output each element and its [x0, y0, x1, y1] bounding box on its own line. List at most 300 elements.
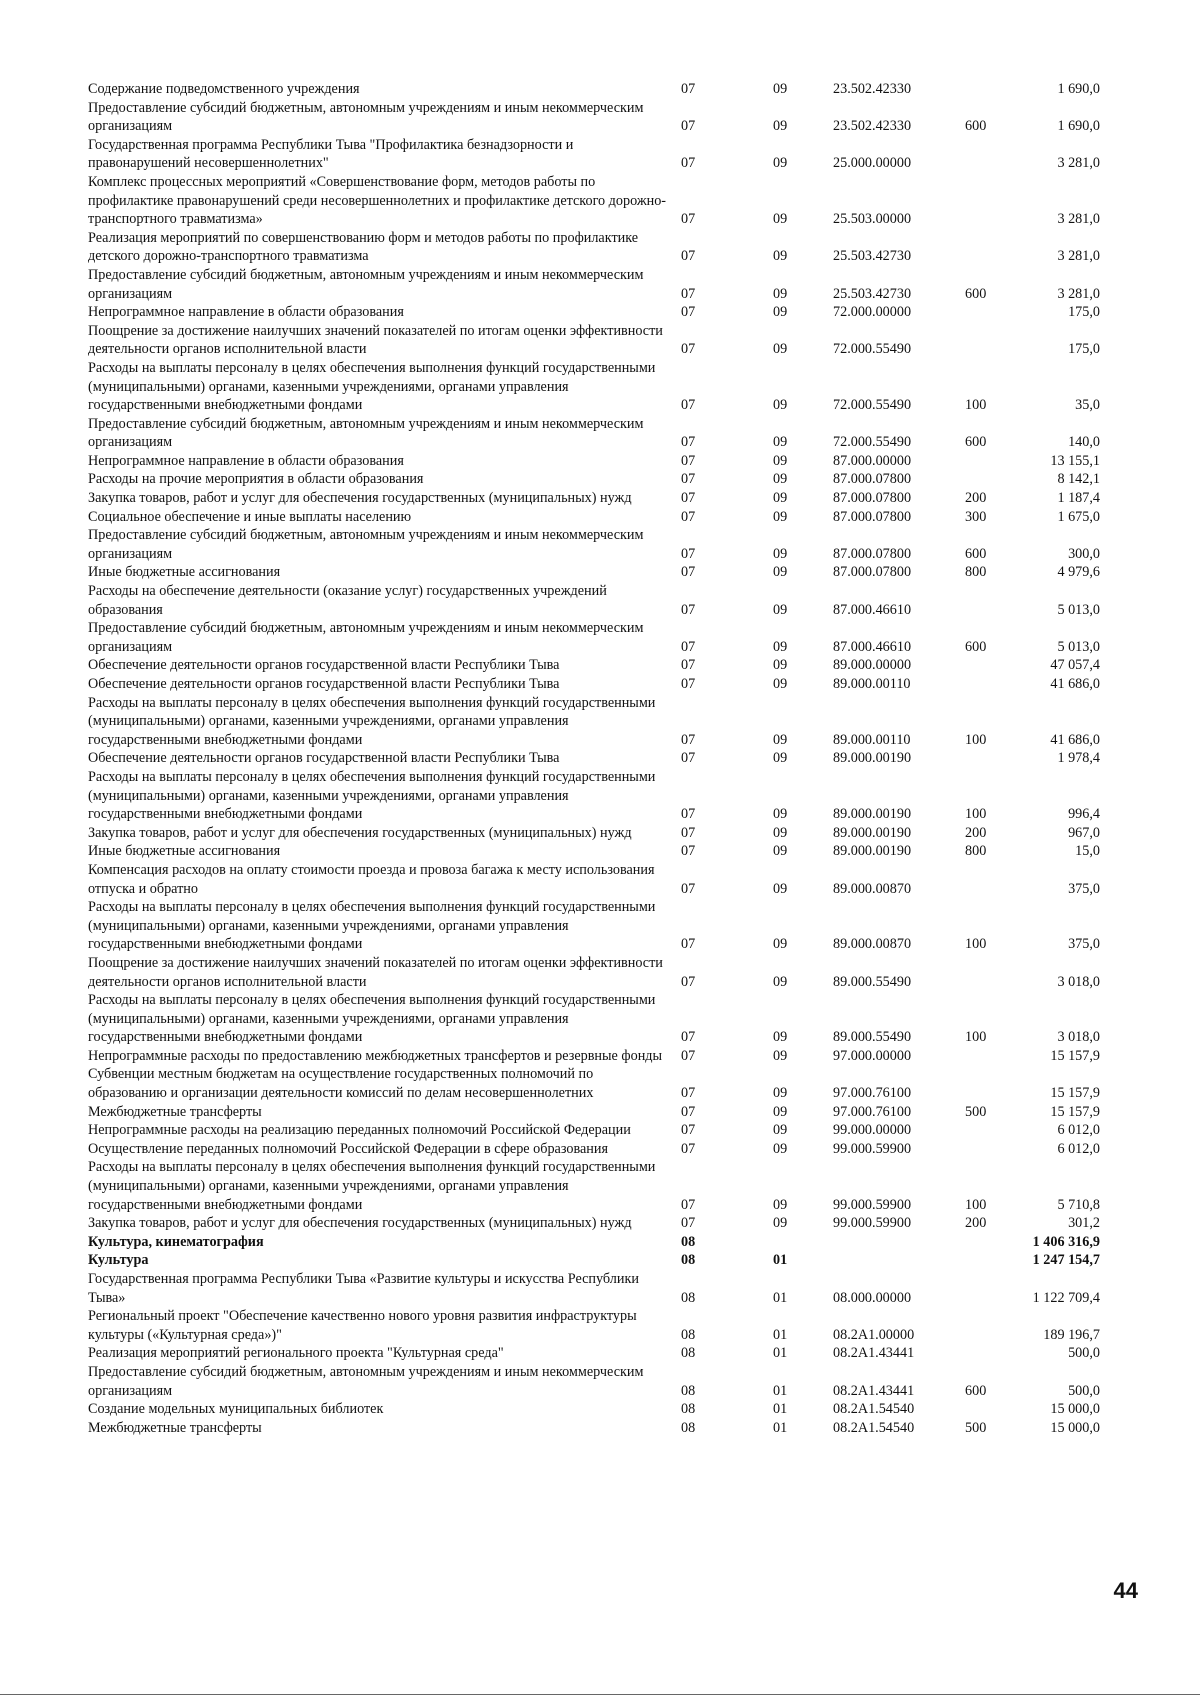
subsection-code: 09 — [773, 564, 788, 581]
line-item-name: Обеспечение деятельности органов государственной власти Республики Тыва — [88, 657, 560, 674]
table-row — [88, 1400, 1100, 1419]
table-row — [88, 80, 1100, 99]
table-row — [88, 1270, 1100, 1307]
table-row — [88, 842, 1100, 861]
section-code: 07 — [681, 545, 696, 562]
table-row — [88, 1065, 1100, 1102]
line-item-name: Социальное обеспечение и иные выплаты населению — [88, 508, 412, 525]
section-code: 08 — [681, 1252, 696, 1269]
section-code: 07 — [681, 806, 696, 823]
expense-type-code: 600 — [965, 638, 987, 655]
subsection-code: 09 — [773, 155, 788, 172]
section-code: 08 — [681, 1419, 696, 1436]
amount-value: 15 157,9 — [1050, 1047, 1100, 1064]
section-code: 07 — [681, 973, 696, 990]
amount-value: 3 281,0 — [1057, 285, 1100, 302]
expense-type-code: 600 — [965, 545, 987, 562]
expense-type-code — [965, 80, 1025, 99]
target-item-code: 25.000.00000 — [833, 155, 912, 172]
target-item-code: 89.000.00000 — [833, 657, 912, 674]
section-code: 07 — [681, 434, 696, 451]
amount-value: 500,0 — [1068, 1382, 1100, 1399]
line-item-name: Обеспечение деятельности органов государственной власти Республики Тыва — [88, 676, 560, 692]
target-item-code: 08.2A1.43441 — [833, 1382, 915, 1399]
amount-value: 35,0 — [1075, 397, 1100, 414]
section-code: 08 — [681, 1345, 696, 1362]
target-item-code: 87.000.07800 — [833, 564, 912, 581]
section-code: 07 — [681, 248, 696, 265]
target-item-code — [833, 1233, 965, 1252]
line-item-name: Государственная программа Республики Тыва «Развитие культуры и искусства Республики Тыва» — [88, 1271, 639, 1306]
target-item-code: 89.000.55490 — [833, 1029, 912, 1046]
target-item-code: 89.000.55490 — [833, 973, 912, 990]
budget-table-body — [88, 80, 1100, 1437]
amount-value: 189 196,7 — [1043, 1326, 1100, 1343]
line-item-name: Предоставление субсидий бюджетным, автономным учреждениям и иным некоммерческим организациям — [88, 620, 644, 655]
line-item-name: Реализация мероприятий по совершенствованию форм и методов работы по профилактике детского дорожно-транспортного травматизма — [88, 229, 639, 265]
target-item-code: 89.000.00870 — [833, 936, 912, 953]
target-item-code: 99.000.59900 — [833, 1196, 912, 1213]
line-item-name: Непрограммные расходы на реализацию переданных полномочий Российской Федерации — [88, 1122, 631, 1139]
subsection-code: 09 — [773, 434, 788, 451]
target-item-code: 87.000.07800 — [833, 508, 912, 525]
expense-type-code: 600 — [965, 1382, 987, 1399]
amount-value: 3 281,0 — [1057, 211, 1100, 228]
table-row — [88, 1214, 1100, 1233]
expense-type-code — [965, 954, 1025, 991]
expense-type-code — [965, 749, 1025, 768]
subsection-code: 09 — [773, 341, 788, 358]
table-row — [88, 582, 1100, 619]
expense-type-code — [965, 303, 1025, 322]
line-item-name: Обеспечение деятельности органов государственной власти Республики Тыва — [88, 750, 560, 767]
subsection-code: 09 — [773, 750, 788, 767]
table-row — [88, 303, 1100, 322]
amount-value: 1 122 709,4 — [1032, 1289, 1100, 1306]
target-item-code: 89.000.00870 — [833, 880, 912, 897]
expense-type-code — [965, 229, 1025, 266]
subsection-code: 09 — [773, 824, 788, 841]
target-item-code: 99.000.00000 — [833, 1122, 912, 1139]
target-item-code: 89.000.00190 — [833, 750, 912, 767]
amount-value: 3 018,0 — [1057, 973, 1100, 990]
section-code: 07 — [681, 880, 696, 897]
target-item-code: 72.000.55490 — [833, 341, 912, 358]
subsection-code: 09 — [773, 880, 788, 897]
expense-type-code: 300 — [965, 508, 987, 525]
expense-type-code — [965, 173, 1025, 229]
subsection-code: 09 — [773, 638, 788, 655]
subsection-code: 09 — [773, 211, 788, 228]
subsection-code: 09 — [773, 452, 788, 469]
line-item-name: Иные бюджетные ассигнования — [88, 564, 281, 581]
expense-type-code — [965, 1140, 1025, 1159]
target-item-code — [833, 1251, 965, 1270]
table-row — [88, 991, 1100, 1047]
amount-value: 967,0 — [1068, 824, 1100, 841]
expense-type-code — [965, 1344, 1025, 1363]
line-item-name: Предоставление субсидий бюджетным, автономным учреждениям и иным некоммерческим организациям — [88, 1363, 644, 1399]
subsection-code: 01 — [773, 1419, 788, 1436]
subsection-code: 09 — [773, 545, 788, 562]
amount-value: 5 710,8 — [1057, 1196, 1100, 1213]
table-row — [88, 1307, 1100, 1344]
amount-value: 15,0 — [1075, 843, 1100, 860]
subsection-code: 09 — [773, 676, 788, 692]
target-item-code: 99.000.59900 — [833, 1215, 912, 1232]
subsection-code: 09 — [773, 1029, 788, 1046]
subsection-code: 09 — [773, 471, 788, 488]
amount-value: 300,0 — [1068, 545, 1100, 562]
amount-value: 15 157,9 — [1050, 1085, 1100, 1102]
table-row — [88, 415, 1100, 452]
amount-value: 3 281,0 — [1057, 248, 1100, 265]
section-code: 07 — [681, 490, 696, 507]
table-row — [88, 656, 1100, 675]
subsection-code: 09 — [773, 601, 788, 618]
section-code: 07 — [681, 508, 696, 525]
amount-value: 13 155,1 — [1050, 452, 1100, 469]
table-row — [88, 861, 1100, 898]
amount-value: 5 013,0 — [1057, 638, 1100, 655]
subsection-code: 09 — [773, 1140, 788, 1157]
subsection-code: 09 — [773, 1196, 788, 1213]
target-item-code: 87.000.07800 — [833, 471, 912, 488]
target-item-code: 87.000.46610 — [833, 638, 912, 655]
subsection-code: 09 — [773, 304, 788, 321]
target-item-code: 89.000.00190 — [833, 806, 912, 823]
table-row — [88, 470, 1100, 489]
section-code: 08 — [681, 1233, 696, 1250]
expense-type-code: 800 — [965, 843, 987, 860]
section-code: 07 — [681, 824, 696, 841]
expense-type-code — [965, 656, 1025, 675]
amount-value: 15 000,0 — [1050, 1401, 1100, 1418]
expense-type-code: 100 — [965, 397, 987, 414]
subsection-code: 09 — [773, 248, 788, 265]
expense-type-code — [965, 1307, 1025, 1344]
line-item-name: Расходы на обеспечение деятельности (оказание услуг) государственных учреждений образования — [88, 583, 607, 618]
subsection-code: 09 — [773, 285, 788, 302]
section-code: 07 — [681, 471, 696, 488]
line-item-name: Закупка товаров, работ и услуг для обеспечения государственных (муниципальных) нужд — [88, 824, 632, 841]
target-item-code: 08.2A1.00000 — [833, 1326, 915, 1343]
subsection-code: 01 — [773, 1326, 788, 1343]
expense-type-code: 100 — [965, 806, 987, 823]
subsection-code: 01 — [773, 1289, 788, 1306]
expense-type-code — [965, 1400, 1025, 1419]
table-row — [88, 898, 1100, 954]
amount-value: 6 012,0 — [1057, 1122, 1100, 1139]
line-item-name: Субвенции местным бюджетам на осуществление государственных полномочий по образованию и организации деятельности комиссий по делам несовершеннолетних — [88, 1066, 594, 1102]
section-code: 07 — [681, 1215, 696, 1232]
subsection-code: 09 — [773, 81, 788, 97]
section-code: 07 — [681, 638, 696, 655]
expense-type-code: 200 — [965, 824, 987, 841]
table-row — [88, 749, 1100, 768]
table-row — [88, 526, 1100, 563]
target-item-code: 97.000.76100 — [833, 1103, 912, 1120]
amount-value: 1 978,4 — [1057, 750, 1100, 767]
expense-type-code — [965, 470, 1025, 489]
line-item-name: Создание модельных муниципальных библиотек — [88, 1401, 384, 1418]
section-code: 07 — [681, 397, 696, 414]
section-code: 07 — [681, 1103, 696, 1120]
expense-type-code: 100 — [965, 936, 987, 953]
table-row — [88, 99, 1100, 136]
expense-type-code: 500 — [965, 1419, 987, 1436]
expense-type-code: 200 — [965, 1215, 987, 1232]
target-item-code: 89.000.00110 — [833, 731, 911, 748]
table-row — [88, 768, 1100, 824]
section-code: 08 — [681, 1401, 696, 1418]
expense-type-code: 200 — [965, 490, 987, 507]
subsection-code: 09 — [773, 1103, 788, 1120]
amount-value: 15 157,9 — [1050, 1103, 1100, 1120]
table-row — [88, 1158, 1100, 1214]
line-item-name: Закупка товаров, работ и услуг для обеспечения государственных (муниципальных) нужд — [88, 490, 632, 507]
expense-type-code: 800 — [965, 564, 987, 581]
subsection-code: 09 — [773, 973, 788, 990]
amount-value: 3 018,0 — [1057, 1029, 1100, 1046]
target-item-code: 25.503.42730 — [833, 248, 912, 265]
expense-type-code — [965, 1121, 1025, 1140]
section-code: 07 — [681, 211, 696, 228]
table-row — [88, 694, 1100, 750]
table-row — [88, 1363, 1100, 1400]
line-item-name: Расходы на выплаты персоналу в целях обеспечения выполнения функций государственными (муниципальными) органами, казенными учреждениями, органами управления государственными внебюджетными фондами — [88, 1159, 656, 1213]
table-row — [88, 1344, 1100, 1363]
line-item-name: Межбюджетные трансферты — [88, 1419, 262, 1436]
subsection-code: 09 — [773, 843, 788, 860]
line-item-name: Иные бюджетные ассигнования — [88, 843, 281, 860]
subsection-code: 09 — [773, 731, 788, 748]
subsection-code: 09 — [773, 1215, 788, 1232]
section-code: 08 — [681, 1382, 696, 1399]
line-item-name: Предоставление субсидий бюджетным, автономным учреждениям и иным некоммерческим организациям — [88, 266, 644, 302]
expense-type-code — [965, 675, 1025, 694]
amount-value: 41 686,0 — [1050, 731, 1100, 748]
target-item-code: 72.000.55490 — [833, 397, 912, 414]
target-item-code: 25.503.00000 — [833, 211, 912, 228]
line-item-name: Реализация мероприятий регионального проекта "Культурная среда" — [88, 1345, 504, 1362]
expense-type-code: 500 — [965, 1103, 987, 1120]
expense-type-code — [965, 1047, 1025, 1066]
table-row — [88, 322, 1100, 359]
table-row — [88, 1047, 1100, 1066]
subsection-code: 09 — [773, 397, 788, 414]
target-item-code: 25.503.42730 — [833, 285, 912, 302]
subsection-code: 09 — [773, 508, 788, 525]
table-row — [88, 563, 1100, 582]
line-item-name: Расходы на выплаты персоналу в целях обеспечения выполнения функций государственными (муниципальными) органами, казенными учреждениями, органами управления государственными внебюджетными фондами — [88, 899, 656, 953]
expense-type-code — [965, 1251, 1025, 1270]
table-row — [88, 1121, 1100, 1140]
table-row — [88, 1251, 1100, 1270]
expense-type-code: 100 — [965, 1196, 987, 1213]
amount-value: 15 000,0 — [1050, 1419, 1100, 1436]
target-item-code: 87.000.46610 — [833, 601, 912, 618]
section-code: 07 — [681, 731, 696, 748]
line-item-name: Предоставление субсидий бюджетным, автономным учреждениям и иным некоммерческим организациям — [88, 99, 644, 135]
amount-value: 1 187,4 — [1057, 490, 1100, 507]
line-item-name: Расходы на выплаты персоналу в целях обеспечения выполнения функций государственными (муниципальными) органами, казенными учреждениями, органами управления государственными внебюджетными фондами — [88, 359, 656, 414]
line-item-name: Закупка товаров, работ и услуг для обеспечения государственных (муниципальных) нужд — [88, 1215, 632, 1232]
section-code: 07 — [681, 676, 696, 692]
table-row — [88, 824, 1100, 843]
section-code: 07 — [681, 304, 696, 321]
amount-value: 47 057,4 — [1050, 657, 1100, 674]
subsection-code: 01 — [773, 1401, 788, 1418]
line-item-name: Компенсация расходов на оплату стоимости проезда и провоза багажа к месту использования отпуска и обратно — [88, 861, 655, 897]
subsection-code: 09 — [773, 490, 788, 507]
amount-value: 3 281,0 — [1057, 155, 1100, 172]
line-item-name: Культура — [88, 1252, 149, 1269]
expense-type-code: 100 — [965, 1029, 987, 1046]
target-item-code: 99.000.59900 — [833, 1140, 912, 1157]
table-row — [88, 1140, 1100, 1159]
section-code: 07 — [681, 285, 696, 302]
line-item-name: Расходы на выплаты персоналу в целях обеспечения выполнения функций государственными (муниципальными) органами, казенными учреждениями, органами управления государственными внебюджетными фондами — [88, 694, 656, 748]
line-item-name: Непрограммные расходы по предоставлению межбюджетных трансфертов и резервные фонды — [88, 1047, 663, 1064]
subsection-code: 01 — [773, 1345, 788, 1362]
line-item-name: Непрограммное направление в области образования — [88, 452, 404, 469]
amount-value: 1 675,0 — [1057, 508, 1100, 525]
subsection-code — [773, 1233, 833, 1252]
section-code: 07 — [681, 1029, 696, 1046]
line-item-name: Государственная программа Республики Тыва "Профилактика безнадзорности и правонарушений несовершеннолетних" — [88, 136, 574, 172]
subsection-code: 01 — [773, 1252, 788, 1269]
amount-value: 1 406 316,9 — [1032, 1233, 1100, 1250]
amount-value: 41 686,0 — [1050, 676, 1100, 692]
amount-value: 4 979,6 — [1057, 564, 1100, 581]
target-item-code: 08.000.00000 — [833, 1289, 912, 1306]
target-item-code: 87.000.07800 — [833, 545, 912, 562]
subsection-code: 09 — [773, 118, 788, 135]
table-row — [88, 359, 1100, 415]
amount-value: 8 142,1 — [1057, 471, 1100, 488]
table-row — [88, 173, 1100, 229]
target-item-code: 08.2A1.54540 — [833, 1401, 915, 1418]
amount-value: 375,0 — [1068, 936, 1100, 953]
section-code: 07 — [681, 564, 696, 581]
expense-type-code — [965, 1270, 1025, 1307]
section-code: 08 — [681, 1326, 696, 1343]
expense-type-code — [965, 861, 1025, 898]
subsection-code: 09 — [773, 936, 788, 953]
target-item-code: 72.000.00000 — [833, 304, 912, 321]
amount-value: 140,0 — [1068, 434, 1100, 451]
subsection-code: 09 — [773, 1047, 788, 1064]
subsection-code: 09 — [773, 657, 788, 674]
table-row — [88, 1233, 1100, 1252]
table-row — [88, 136, 1100, 173]
target-item-code: 89.000.00190 — [833, 843, 912, 860]
amount-value: 6 012,0 — [1057, 1140, 1100, 1157]
line-item-name: Предоставление субсидий бюджетным, автономным учреждениям и иным некоммерческим организациям — [88, 527, 644, 562]
expense-type-code — [965, 1233, 1025, 1252]
expense-type-code — [965, 1065, 1025, 1102]
table-row — [88, 508, 1100, 527]
section-code: 07 — [681, 1140, 696, 1157]
subsection-code: 09 — [773, 1085, 788, 1102]
section-code: 07 — [681, 1122, 696, 1139]
section-code: 07 — [681, 452, 696, 469]
expense-type-code: 600 — [965, 118, 987, 135]
amount-value: 175,0 — [1068, 341, 1100, 358]
section-code: 08 — [681, 1289, 696, 1306]
table-row — [88, 619, 1100, 656]
expense-type-code — [965, 322, 1025, 359]
amount-value: 175,0 — [1068, 304, 1100, 321]
expense-type-code — [965, 582, 1025, 619]
target-item-code: 89.000.00190 — [833, 824, 912, 841]
line-item-name: Содержание подведомственного учреждения — [88, 81, 360, 97]
expense-type-code — [965, 136, 1025, 173]
line-item-name: Комплекс процессных мероприятий «Совершенствование форм, методов работы по профилактике правонарушений среди несовершеннолетних и профилактике детского дорожно-транспортного травматизма» — [88, 173, 667, 228]
line-item-name: Расходы на прочие мероприятия в области образования — [88, 471, 424, 488]
section-code: 07 — [681, 750, 696, 767]
section-code: 07 — [681, 936, 696, 953]
section-code: 07 — [681, 1196, 696, 1213]
target-item-code: 97.000.00000 — [833, 1047, 912, 1064]
section-code: 07 — [681, 1085, 696, 1102]
amount-value: 1 690,0 — [1057, 81, 1100, 97]
target-item-code: 97.000.76100 — [833, 1085, 912, 1102]
section-code: 07 — [681, 657, 696, 674]
table-row — [88, 229, 1100, 266]
line-item-name: Межбюджетные трансферты — [88, 1103, 262, 1120]
page-bottom-rule — [0, 1694, 1200, 1695]
line-item-name: Поощрение за достижение наилучших значений показателей по итогам оценки эффективности деятельности органов исполнительной власти — [88, 954, 663, 990]
amount-value: 1 690,0 — [1057, 118, 1100, 135]
amount-value: 375,0 — [1068, 880, 1100, 897]
expense-type-code: 600 — [965, 434, 987, 451]
expense-type-code — [965, 452, 1025, 471]
target-item-code: 87.000.07800 — [833, 490, 912, 507]
line-item-name: Поощрение за достижение наилучших значений показателей по итогам оценки эффективности деятельности органов исполнительной власти — [88, 322, 663, 358]
section-code: 07 — [681, 601, 696, 618]
section-code: 07 — [681, 81, 696, 97]
expense-type-code: 100 — [965, 731, 987, 748]
line-item-name: Культура, кинематография — [88, 1233, 264, 1250]
line-item-name: Расходы на выплаты персоналу в целях обеспечения выполнения функций государственными (муниципальными) органами, казенными учреждениями, органами управления государственными внебюджетными фондами — [88, 992, 656, 1046]
line-item-name: Непрограммное направление в области образования — [88, 304, 404, 321]
table-row — [88, 266, 1100, 303]
line-item-name: Региональный проект "Обеспечение качественно нового уровня развития инфраструктуры культуры («Культурная среда»)" — [88, 1308, 637, 1343]
section-code: 07 — [681, 155, 696, 172]
amount-value: 500,0 — [1068, 1345, 1100, 1362]
budget-table — [88, 80, 1100, 1437]
line-item-name: Осуществление переданных полномочий Российской Федерации в сфере образования — [88, 1140, 608, 1157]
target-item-code: 23.502.42330 — [833, 118, 912, 135]
line-item-name: Предоставление субсидий бюджетным, автономным учреждениям и иным некоммерческим организациям — [88, 415, 644, 451]
table-row — [88, 1103, 1100, 1122]
subsection-code: 01 — [773, 1382, 788, 1399]
target-item-code: 87.000.00000 — [833, 452, 912, 469]
section-code: 07 — [681, 118, 696, 135]
table-row — [88, 1419, 1100, 1438]
table-row — [88, 675, 1100, 694]
section-code: 07 — [681, 1047, 696, 1064]
target-item-code: 08.2A1.43441 — [833, 1345, 915, 1362]
section-code: 07 — [681, 843, 696, 860]
table-row — [88, 452, 1100, 471]
expense-type-code: 600 — [965, 285, 987, 302]
target-item-code: 23.502.42330 — [833, 81, 912, 97]
table-row — [88, 489, 1100, 508]
amount-value: 996,4 — [1068, 806, 1100, 823]
